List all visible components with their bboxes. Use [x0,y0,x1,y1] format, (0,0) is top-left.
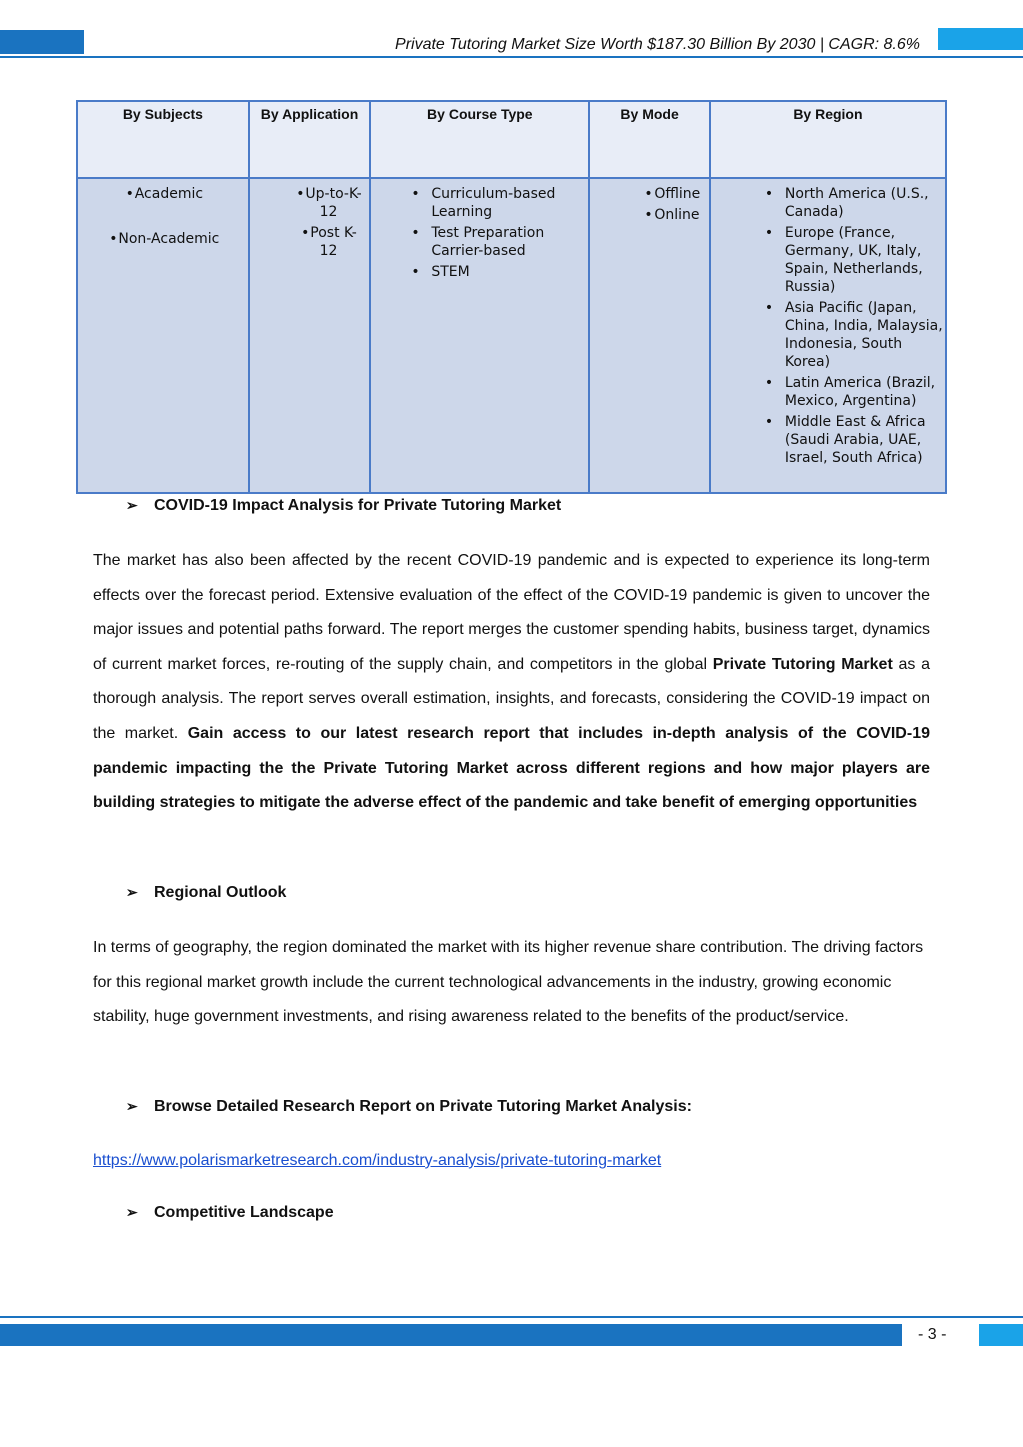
mode-cell [589,178,710,493]
bullet-icon: • [411,225,420,241]
page-header-title: Private Tutoring Market Size Worth $187.30 Billion By 2030 | CAGR: 8.6% [395,36,920,53]
browse-heading [126,1098,692,1116]
list-item [765,413,943,467]
page-number: - 3 - [918,1326,947,1343]
table-header-row [77,101,946,178]
list-item [644,185,707,203]
bullet-icon: • [764,186,774,202]
bullet-icon: • [644,207,653,223]
arrow-bullet-icon: ➢ [126,497,138,513]
application-list [254,185,368,260]
covid-text-1: The market has also been affected by the recent COVID-19 pandemic and is expected to experience its long-term effects over the forecast period. Extensive evaluation of the effect of the COVID-19 pandemic is given to uncover the major issues and potential paths forward. The report merges the customer spending habits, business target, dynamics of current market forces, re-routing of the supply chain, and competitors in the global [93,552,930,673]
course-test-prep: Test Preparation Carrier-based [431,225,545,259]
bullet-icon: • [764,375,774,391]
header-left-block [0,30,84,54]
bullet-icon: • [411,186,420,202]
mode-online: Online [654,207,700,223]
bullet-icon: • [644,186,653,202]
course-type-cell [370,178,589,493]
header-by-course-type: By Course Type [370,101,589,178]
covid-heading [126,497,561,515]
bullet-icon: • [301,225,310,241]
bullet-icon: • [764,225,774,241]
covid-text-2: as a thorough analysis. The report serves overall estimation, insights, and forecasts, considering the COVID-19 impact on the market. [93,655,931,742]
course-type-list [375,185,586,281]
subjects-list [82,185,246,248]
list-item [294,185,364,221]
subject-non-academic: Non-Academic [118,231,220,247]
footer-rule [0,1316,1023,1318]
bullet-icon: • [296,186,305,202]
covid-bold-cta: Gain access to our latest research report that includes in-depth analysis of the COVID-19 pandemic impacting the the Private Tutoring Market across different regions and how major players are building strategies to mitigate the adverse effect of the pandemic and take benefit of emerging opportunities [93,724,930,812]
bullet-icon: • [125,186,134,202]
application-cell [249,178,371,493]
region-list [715,185,943,467]
covid-paragraph [93,544,930,821]
table-row [77,178,946,493]
header-by-mode: By Mode [589,101,710,178]
arrow-bullet-icon: ➢ [126,1098,138,1114]
regional-paragraph: In terms of geography, the region dominated the market with its higher revenue share contribution. The driving factors for this regional market growth include the current technological advancements in the industry, growing economic stability, huge government investments, and rising awareness related to the benefits of the product/service. [93,939,924,1026]
arrow-bullet-icon: ➢ [126,884,138,900]
region-cell [710,178,946,493]
list-item [294,224,364,260]
header-right-block [938,28,1023,50]
bullet-icon: • [411,264,420,280]
region-mea: Middle East & Africa (Saudi Arabia, UAE, Israel, South Africa) [784,414,926,466]
covid-bold-market: Private Tutoring Market [712,655,893,673]
header-by-application: By Application [249,101,371,178]
header-by-subjects: By Subjects [77,101,249,178]
region-europe: Europe (France, Germany, UK, Italy, Spain, Netherlands, Russia) [784,225,923,295]
list-item [644,206,707,224]
header-rule [0,56,1023,58]
list-item [765,224,943,296]
list-item [82,230,246,248]
competitive-heading-text: Competitive Landscape [154,1204,334,1221]
list-item [765,374,943,410]
mode-offline: Offline [654,186,701,202]
list-item [411,185,586,221]
arrow-bullet-icon: ➢ [126,1204,138,1220]
competitive-heading [126,1204,334,1222]
regional-heading-text: Regional Outlook [154,884,287,901]
subject-academic: Academic [134,186,204,202]
header-by-region: By Region [710,101,946,178]
segmentation-table [76,100,947,494]
course-stem: STEM [431,264,470,280]
region-latin-america: Latin America (Brazil, Mexico, Argentina) [784,375,936,409]
covid-heading-text: COVID-19 Impact Analysis for Private Tutoring Market [154,497,562,514]
course-curriculum: Curriculum-based Learning [431,186,556,220]
footer-right-block [979,1324,1023,1346]
region-north-america: North America (U.S., Canada) [784,186,929,220]
report-link[interactable]: https://www.polarismarketresearch.com/industry-analysis/private-tutoring-market [93,1152,662,1169]
subjects-cell [77,178,249,493]
list-item [411,263,586,281]
list-item [765,185,943,221]
application-post-k12: Post K-12 [310,225,357,259]
application-up-to-k12: Up-to-K-12 [305,186,362,220]
region-asia-pacific: Asia Pacific (Japan, China, India, Malaysia, Indonesia, South Korea) [784,300,943,370]
bullet-icon: • [764,414,774,430]
regional-heading [126,884,286,902]
footer-bar [0,1324,902,1346]
browse-heading-text: Browse Detailed Research Report on Private Tutoring Market Analysis: [154,1098,692,1115]
bullet-icon: • [109,231,118,247]
list-item [765,299,943,371]
list-item [411,224,586,260]
mode-list [594,185,707,224]
list-item [82,185,246,203]
bullet-icon: • [764,300,774,316]
